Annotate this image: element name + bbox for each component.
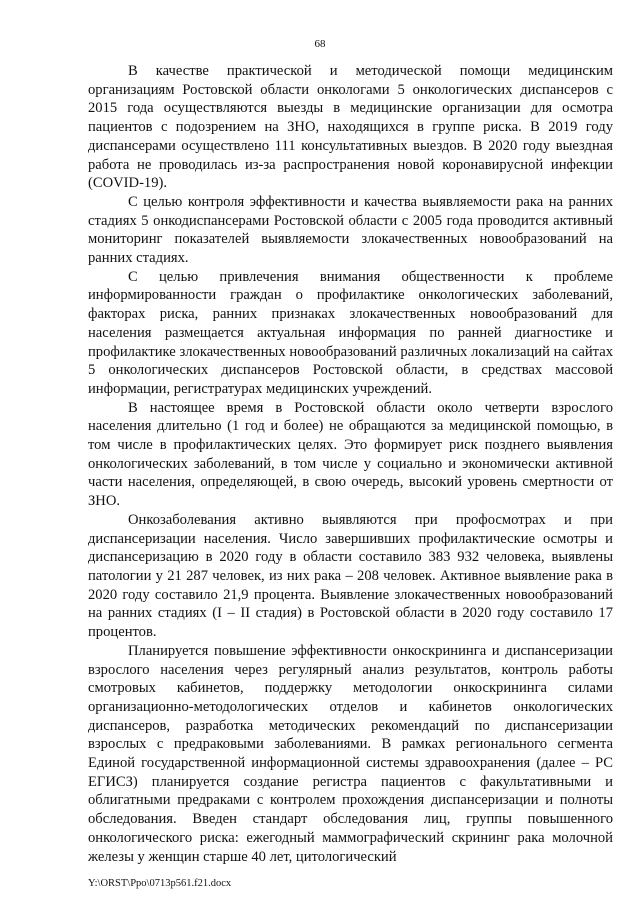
paragraph-population-care-seeking: В настоящее время в Ростовской области около четверти взрослого населения длительно (1 год и более) не обращаются за медицинской помощью, в том числе в профилактических целях. Это формирует риск позднего выявления онкологических заболеваний, в том числе у социально и экономически активной части населения, определяющей, в свою очередь, высокий уровень смертности от ЗНО. [88, 399, 613, 510]
paragraph-consultative-visits: В качестве практической и методической помощи медицинским организациям Ростовской области онкологами 5 онкологических диспансеров с 2015 года осуществляются выезды в медицинские организации для осмотра пациентов с подозрением на ЗНО, находящихся в группе риска. В 2019 году диспансерами осуществлено 111 консультативных выездов. В 2020 году выездная работа не проводилась из-за распространения новой коронавирусной инфекции (COVID-19). [88, 63, 613, 192]
paragraph-early-detection-monitoring: С целью контроля эффективности и качества выявляемости рака на ранних стадиях 5 онкодиспансерами Ростовской области с 2005 года проводится активный мониторинг показателей выявляемости злокачественных новообразований на ранних стадиях. [88, 193, 613, 267]
paragraph-planned-measures: Планируется повышение эффективности онкоскрининга и диспансеризации взрослого населения через регулярный анализ результатов, контроль работы смотровых кабинетов, поддержку методологии онкоскрининга силами организационно-методологических отделов и кабинетов онкологических диспансеров, разработка методических рекомендаций по диспансеризации взрослых с предраковыми заболеваниями. В рамках регионального сегмента Единой государственной информационной системы здравоохранения (далее – РС ЕГИСЗ) планируется создание регистра пациентов с факультативными и облигатными предраками с контролем прохождения диспансеризации и полноты обследования. Введен стандарт обследования лиц, группы повышенного онкологического риска: ежегодный маммографический скрининг рака молочной железы у женщин старше 40 лет, цитологический [88, 642, 613, 865]
paragraph-screening-statistics: Онкозаболевания активно выявляются при профосмотрах и при диспансеризации населения. Число завершивших профилактические осмотры и диспансеризацию в 2020 году в области составило 383 932 человека, выявлены патологии у 21 287 человек, из них рака – 208 человек. Активное выявление рака в 2020 году составило 21,9 процента. Выявление злокачественных новообразований на ранних стадиях (I – II стадия) в Ростовской области в 2020 году составило 17 процентов. [88, 511, 613, 641]
file-path-footer: Y:\ORST\Ppo\0713p561.f21.docx [88, 878, 232, 889]
page-number: 68 [314, 38, 326, 50]
paragraph-public-awareness: С целью привлечения внимания общественности к проблеме информированности граждан о профилактике онкологических заболеваний, факторах риска, ранних признаках злокачественных новообразований для населения размещается актуальная информация по ранней диагностике и профилактике злокачественных новообразований различных локализаций на сайтах 5 онкологических диспансеров Ростовской области, в средствах массовой информации, регистратурах медицинских учреждений. [88, 268, 613, 397]
document-body [88, 62, 613, 866]
